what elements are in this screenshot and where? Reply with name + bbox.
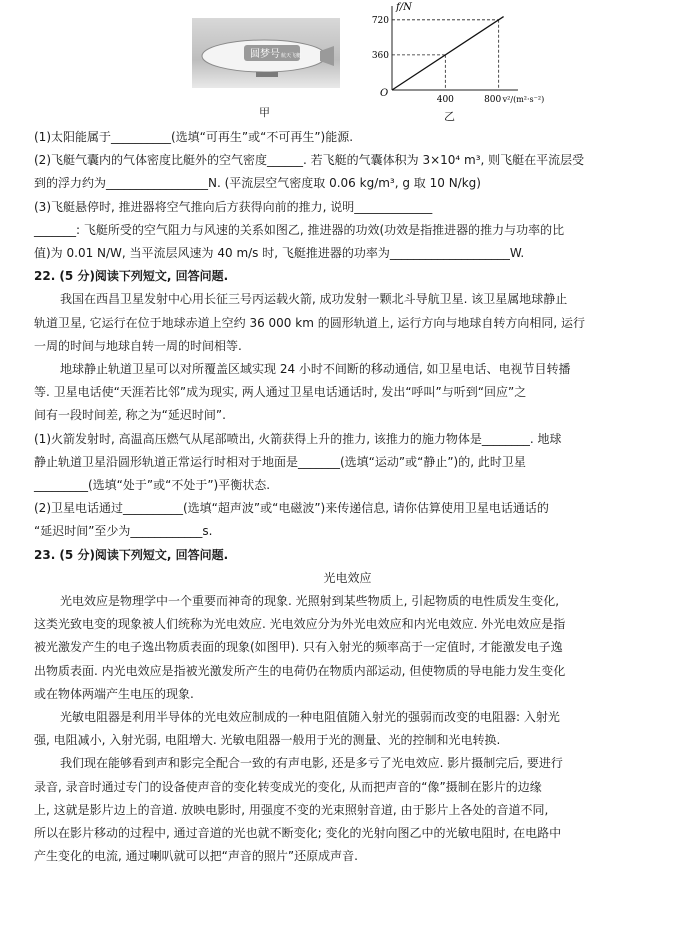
x-axis-label: v²/(m²·s⁻²)	[502, 95, 545, 104]
y-tick-label: 720	[371, 15, 389, 26]
text-line: 我国在西昌卫星发射中心用长征三号丙运载火箭, 成功发射一颗北斗导航卫星. 该卫星属地球静止	[60, 292, 568, 307]
airship-tail-shape	[320, 46, 334, 66]
force-speed-graph	[362, 0, 545, 124]
airship-drawing	[192, 18, 340, 88]
text-line: 轨道卫星, 它运行在位于地球赤道上空约 36 000 km 的圆形轨道上, 运行方向与地球自转方向相同, 运行	[34, 315, 585, 330]
text-line: 光电效应是物理学中一个重要而神奇的现象. 光照射到某些物质上, 引起物质的电性质发生变化,	[60, 594, 560, 609]
text-line: 到的浮力约为_________________N. (平流层空气密度取 0.06 kg/m³, g 取 10 N/kg)	[34, 176, 481, 191]
text-line: 间有一段时间差, 称之为“延迟时间”.	[34, 408, 226, 423]
text-line: (1)火箭发射时, 高温高压燃气从尾部喷出, 火箭获得上升的推力, 该推力的施力物体是________. 地球	[34, 431, 562, 446]
text-line: 上, 这就是影片边上的音道. 放映电影时, 用强度不变的光束照射音道, 由于影片上各处的音道不同,	[34, 802, 549, 817]
question-heading: 22. (5 分)阅读下列短文, 回答问题.	[34, 269, 229, 284]
text-line: 静止轨道卫星沿圆形轨道正常运行时相对于地面是_______(选填“运动”或“静止”)的, 此时卫星	[34, 454, 526, 469]
airship-sub: 航天飞艇	[281, 53, 302, 59]
text-line: “延迟时间”至少为____________s.	[34, 524, 213, 539]
text-line: 或在物体两端产生电压的现象.	[34, 686, 194, 701]
text-line: (1)太阳能属于__________(选填“可再生”或“不可再生”)能源.	[34, 130, 354, 144]
text-line: 强, 电阻减小, 入射光弱, 电阻增大. 光敏电阻器一般用于光的测量、光的控制和光电转换.	[34, 733, 501, 748]
text-line: 值)为 0.01 N/W, 当平流层风速为 40 m/s 时, 飞艇推进器的功率为____________________W.	[34, 246, 525, 261]
text-line: _______: 飞艇所受的空气阻力与风速的关系如图乙, 推进器的功效(功效是指推进器的推力与功率的比	[34, 222, 565, 237]
airship-gondola-shape	[256, 72, 278, 77]
text-line: 这类光致电变的现象被人们统称为光电效应. 光电效应分为外光电效应和内光电效应. 外光电效应是指	[34, 617, 566, 632]
text-line: 被光激发产生的电子逸出物质表面的现象(如图甲). 只有入射光的频率高于一定值时, 才能激发电子逸	[34, 640, 563, 655]
article-title: 光电效应	[323, 570, 372, 585]
question-text	[34, 126, 661, 869]
series-line	[392, 17, 504, 90]
origin-label: O	[380, 88, 389, 99]
text-line: 等. 卫星电话使“天涯若比邻”成为现实, 两人通过卫星电话通话时, 发出“呼叫”与听到“回应”之	[34, 385, 527, 400]
text-line: _________(选填“处于”或“不处于”)平衡状态.	[34, 478, 271, 493]
figures-area	[0, 0, 693, 125]
text-line: 地球静止轨道卫星可以对所覆盖区域实现 24 小时不间断的移动通信, 如卫星电话、电视节目转播	[60, 362, 571, 377]
y-axis-label: f/N	[396, 2, 412, 13]
text-line: 录音, 录音时通过专门的设备使声音的变化转变成光的变化, 从而把声音的“像”摄制在影片的边缘	[34, 779, 542, 794]
text-line: 所以在影片移动的过程中, 通过音道的光也就不断变化; 变化的光射向图乙中的光敏电阻时, 在电路中	[34, 826, 562, 841]
question-heading: 23. (5 分)阅读下列短文, 回答问题.	[34, 547, 229, 562]
text-line: 一周的时间与地球自转一周的时间相等.	[34, 338, 242, 353]
x-tick-label: 400	[436, 95, 454, 105]
airship-caption: 甲	[259, 106, 270, 119]
text-line: (2)飞艇气囊内的气体密度比艇外的空气密度______. 若飞艇的气囊体积为 3×10⁴ m³, 则飞艇在平流层受	[34, 153, 585, 168]
airship-photo	[192, 18, 340, 88]
airship-name: 圆梦号	[250, 49, 280, 60]
text-line: 光敏电阻器是利用半导体的光电效应制成的一种电阻值随入射光的强弱而改变的电阻器: 入射光	[60, 710, 560, 725]
text-line: 出物质表面. 内光电效应是指被光激发所产生的电荷仍在物质内部运动, 但使物质的导电能力发生变化	[34, 663, 566, 678]
text-line: 我们现在能够看到声和影完全配合一致的有声电影, 还是多亏了光电效应. 影片摄制完后, 要进行	[60, 756, 563, 771]
text-line: (2)卫星电话通过__________(选填“超声波”或“电磁波”)来传递信息, 请你估算使用卫星电话通话的	[34, 501, 549, 516]
text-line: (3)飞艇悬停时, 推进器将空气推向后方获得向前的推力, 说明_____________	[34, 199, 433, 214]
y-tick-label: 360	[371, 50, 389, 61]
text-line: 产生变化的电流, 通过喇叭就可以把“声音的照片”还原成声音.	[34, 849, 358, 864]
x-tick-label: 800	[484, 95, 502, 105]
graph-caption: 乙	[444, 110, 455, 123]
